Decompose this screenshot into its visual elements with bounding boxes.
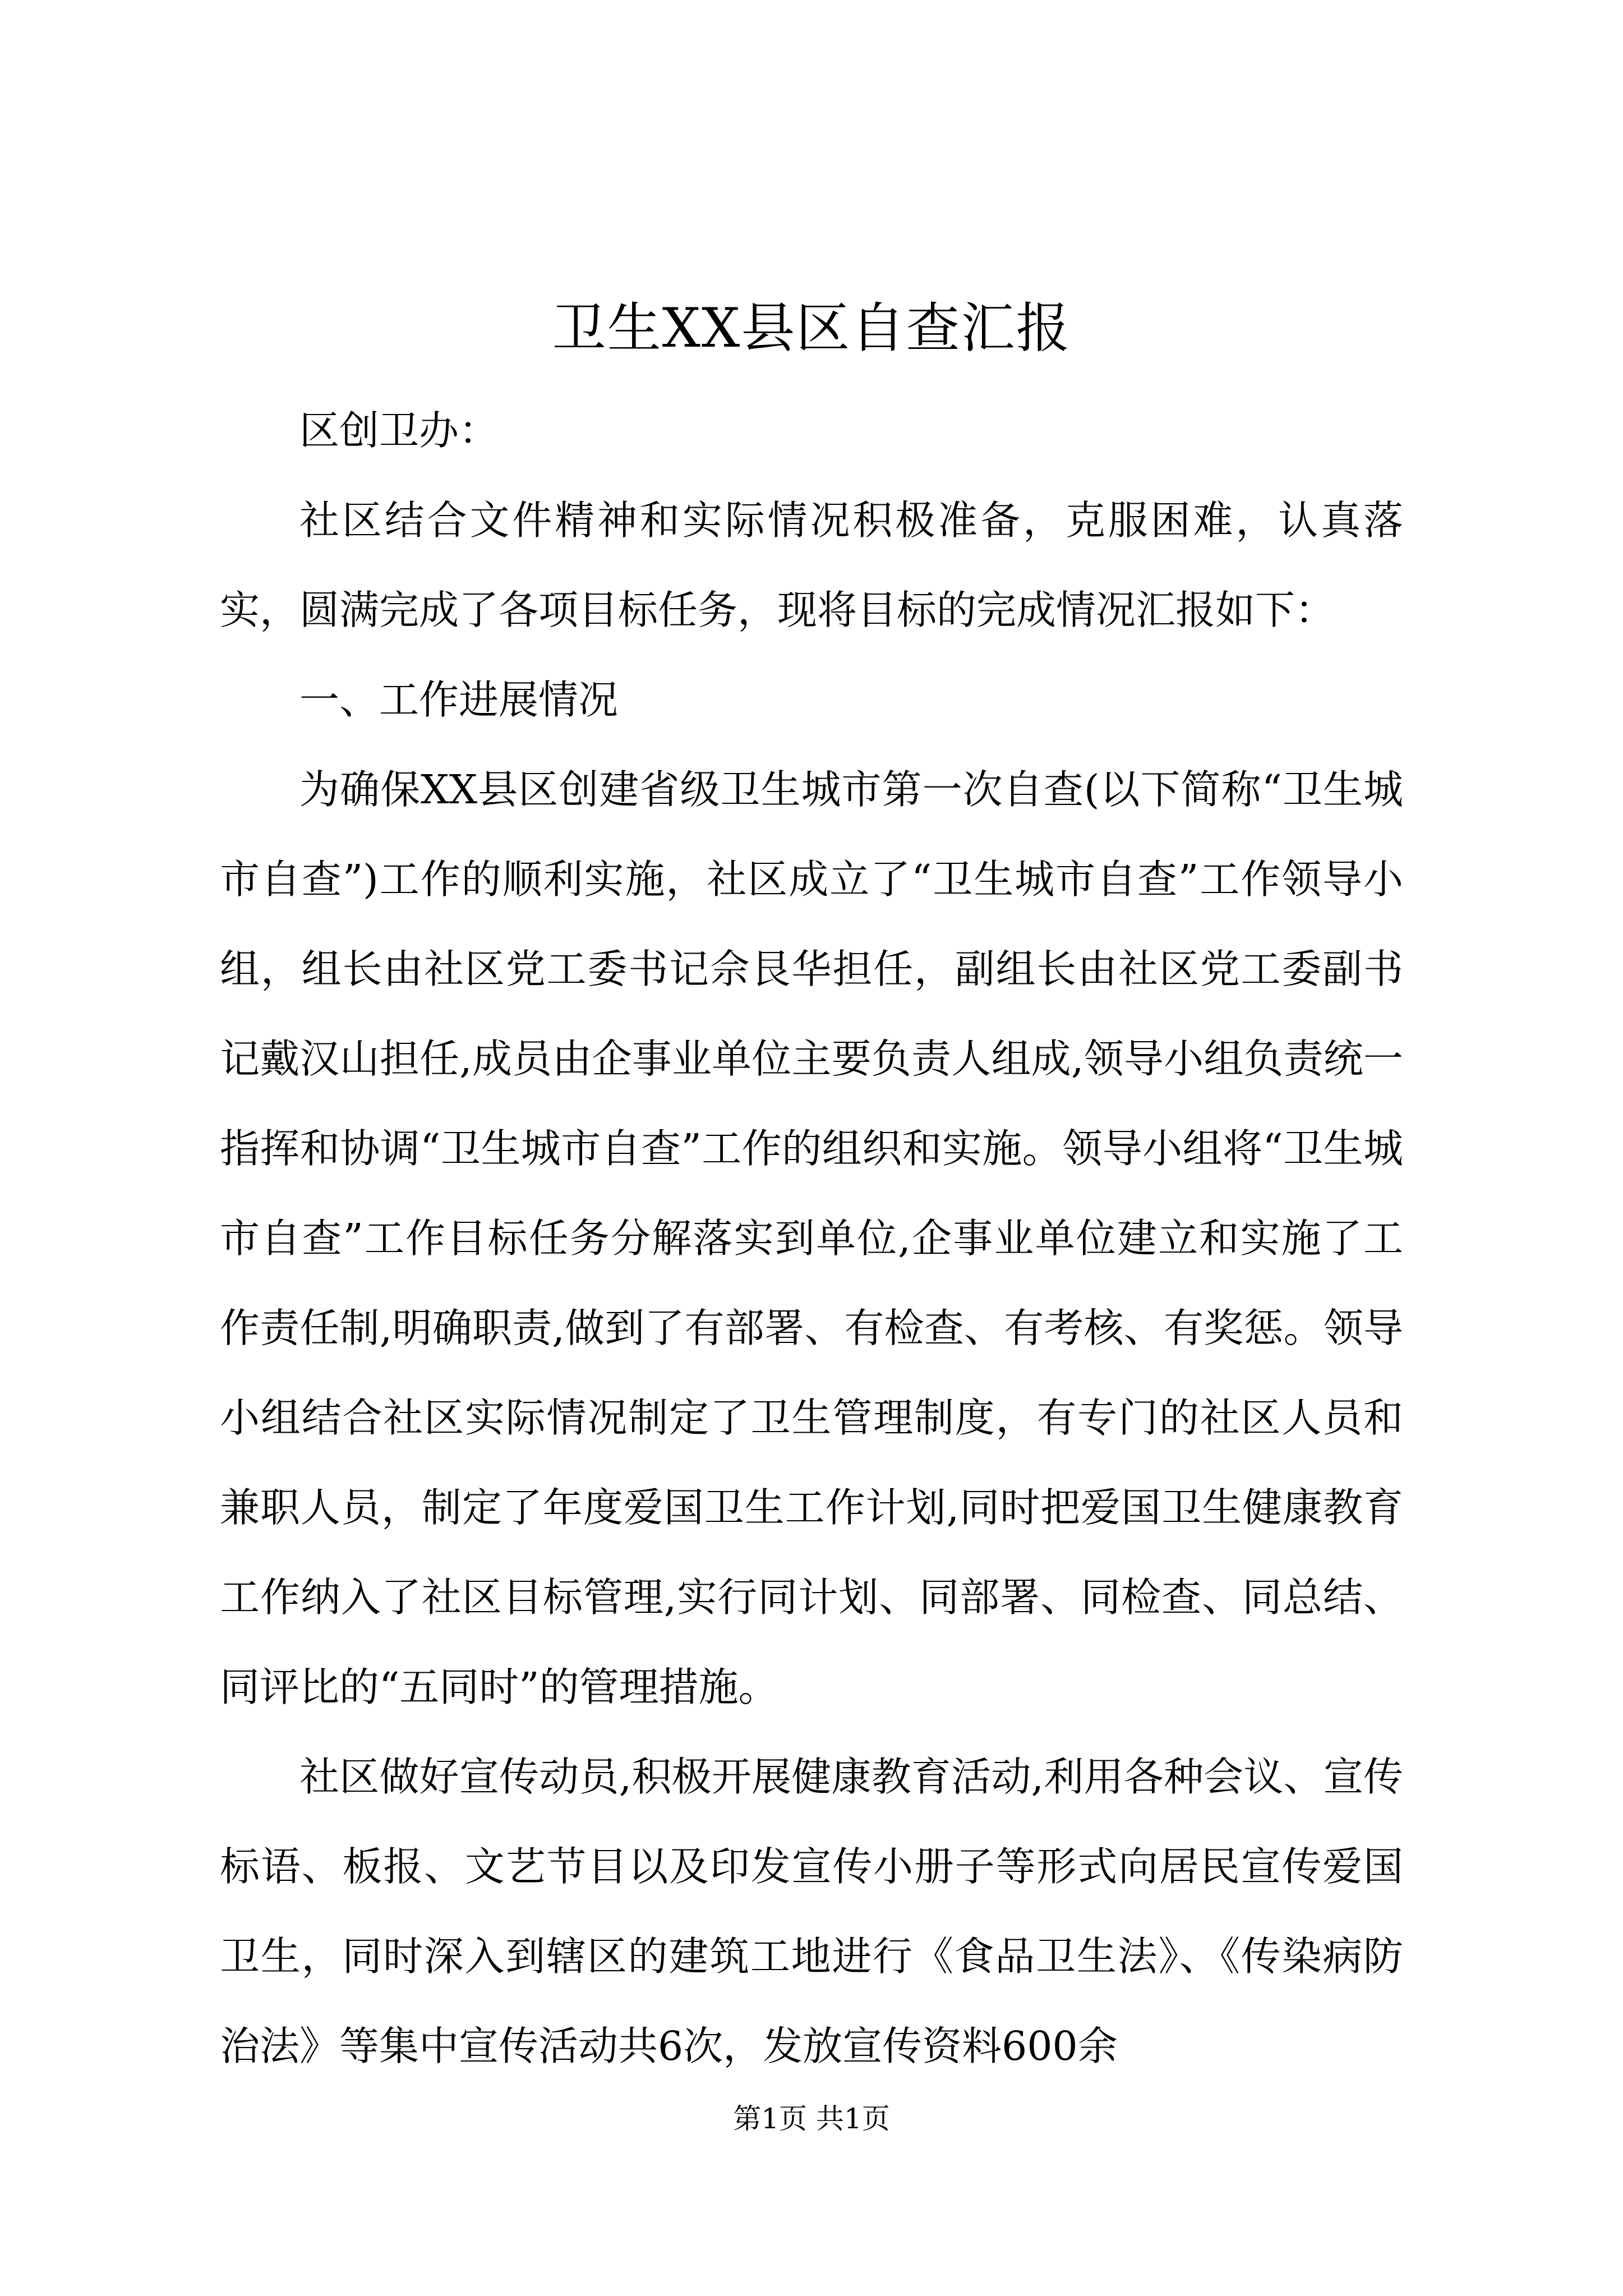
intro-paragraph: 社区结合文件精神和实际情况积极准备，克服困难，认真落实，圆满完成了各项目标任务，现将目标的完成情况汇报如下： xyxy=(220,497,1403,633)
body-paragraph: 社区做好宣传动员,积极开展健康教育活动,利用各种会议、宣传标语、板报、文艺节目以及印发宣传小册子等形式向居民宣传爱国卫生，同时深入到辖区的建筑工地进行《食品卫生法》、《传染病防治法》等集中宣传活动共6次，发放宣传资料600余 xyxy=(220,1754,1403,2069)
page-footer: 第1页 共1页 xyxy=(733,2102,890,2135)
document-title: 卫生XX县区自查汇报 xyxy=(552,297,1071,360)
document-body xyxy=(220,386,1403,2091)
section-heading: 一、工作进展情况 xyxy=(299,677,619,723)
body-paragraph: 为确保XX县区创建省级卫生城市第一次自查(以下简称“卫生城市自查”)工作的顺利实施，社区成立了“卫生城市自查”工作领导小组，组长由社区党工委书记佘艮华担任，副组长由社区党工委副书记戴汉山担任,成员由企事业单位主要负责人组成,领导小组负责统一指挥和协调“卫生城市自查”工作的组织和实施。领导小组将“卫生城市自查”工作目标任务分解落实到单位,企事业单位建立和实施了工作责任制,明确职责,做到了有部署、有检查、有考核、有奖惩。领导小组结合社区实际情况制定了卫生管理制度，有专门的社区人员和兼职人员，制定了年度爱国卫生工作计划,同时把爱国卫生健康教育工作纳入了社区目标管理,实行同计划、同部署、同检查、同总结、同评比的“五同时”的管理措施。 xyxy=(220,766,1403,1710)
salutation-paragraph: 区创卫办： xyxy=(299,407,499,454)
